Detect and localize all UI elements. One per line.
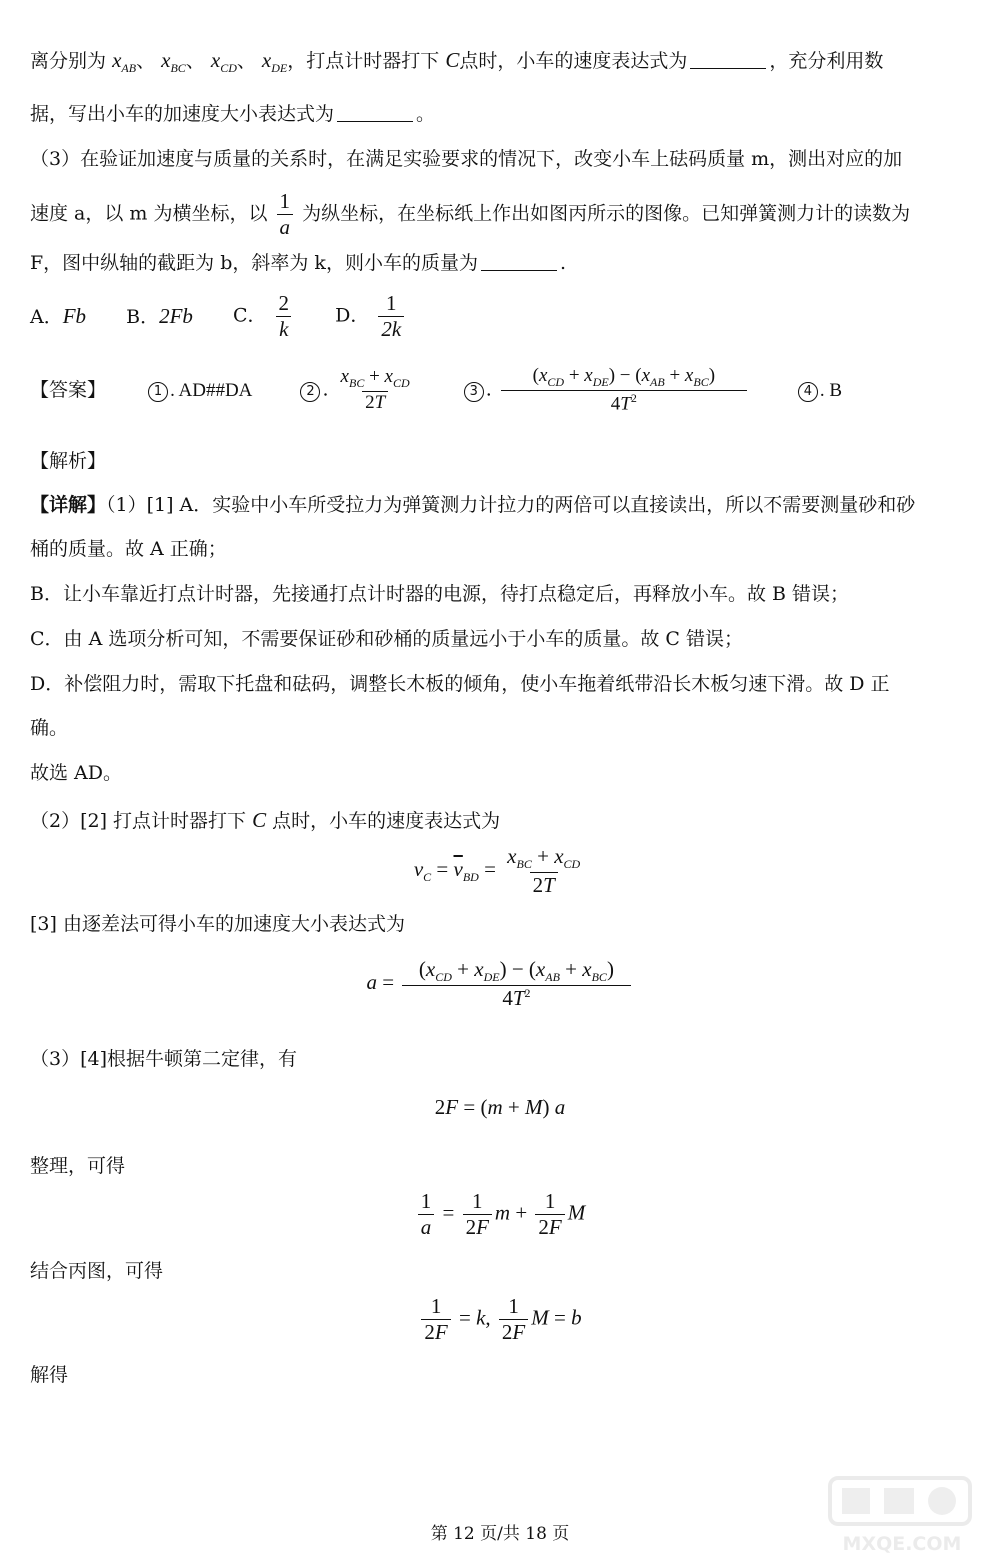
detail-line-3: B．让小车靠近打点计时器，先接通打点计时器的电源，待打点稳定后，再释放小车。故 B 错误； xyxy=(30,583,850,605)
equation-acceleration: a = $\frac{(x_{CD} + x_{DE}) - (x_{AB} + x_{BC})}{4T^2}$ xyxy=(0,958,1000,1010)
math-c: C xyxy=(445,48,460,72)
question-line-1 xyxy=(30,48,970,76)
detail-line-10: （3）[4]根据牛顿第二定律，有 xyxy=(30,1048,298,1070)
text: F，图中纵轴的截距为 b，斜率为 k，则小车的质量为 xyxy=(30,252,478,274)
detail-line-2: 桶的质量。故 A 正确； xyxy=(30,538,227,560)
text: 、 xyxy=(136,50,156,72)
detail-line-5: D．补偿阻力时，需取下托盘和砝码，调整长木板的倾角，使小车拖着纸带沿长木板匀速下滑。故 D 正 xyxy=(30,673,890,695)
watermark-logo xyxy=(822,1474,982,1556)
text: 。 xyxy=(416,103,436,125)
question-line-2 xyxy=(30,103,970,126)
fraction-one-over-a: $\frac{1}{a}$ xyxy=(277,190,294,239)
answer-blank xyxy=(690,68,766,69)
text: 、 xyxy=(236,50,256,72)
detail-line-12: 结合丙图，可得 xyxy=(30,1260,164,1282)
text: 、 xyxy=(185,50,205,72)
circled-number-3: 3 xyxy=(464,382,484,402)
detail-line-8: （2）[2] 打点计时器打下 C 点时，小车的速度表达式为 xyxy=(30,808,501,832)
question-line-3: （3）在验证加速度与质量的关系时，在满足实验要求的情况下，改变小车上砝码质量 m，测出对应的加 xyxy=(30,148,903,170)
text: 为纵坐标，在坐标纸上作出如图丙所示的图像。已知弹簧测力计的读数为 xyxy=(302,202,911,225)
detail-line-9: [3] 由逐差法可得小车的加速度大小表达式为 xyxy=(30,913,405,935)
answer-4: 4 . B xyxy=(798,379,842,403)
option-d: D． $\frac{1}{2k}$ xyxy=(335,292,407,341)
math-x-bc: $x_{BC}$ xyxy=(161,48,186,76)
equation-velocity: $v_C = \overline{v}_{BD}$ = $\frac{x_{BC} + x_{CD}}{2T}$ xyxy=(413,844,581,898)
detail-line-4: C．由 A 选项分析可知，不需要保证砂和砂桶的质量远小于小车的质量。故 C 错误； xyxy=(30,628,743,650)
answer-3: 3 . $\frac{(x_{CD} + x_{DE}) - (x_{AB} + x_{BC})}{4T^2}$ xyxy=(464,366,750,415)
math-x-de: $x_{DE}$ xyxy=(261,48,288,76)
detail-line-11: 整理，可得 xyxy=(30,1155,126,1177)
equation-rearranged: $\frac{1}{a}$ = $\frac{1}{2F}$ m + $\frac{1}{2F}$ M xyxy=(0,1190,1000,1239)
text: . xyxy=(559,252,566,274)
text: 离分别为 xyxy=(30,50,107,72)
option-b: B．2Fb xyxy=(126,304,193,328)
text: ，充分利用数 xyxy=(769,50,884,72)
answer-row xyxy=(30,366,970,415)
text: ，打点计时器打下 xyxy=(287,50,440,72)
text: 点时，小车的速度表达式为 xyxy=(459,50,688,72)
circled-number-1: 1 xyxy=(148,382,168,402)
answer-1: 1 . AD##DA xyxy=(148,379,252,403)
text: 速度 a，以 m 为横坐标，以 xyxy=(30,202,268,225)
question-line-4 xyxy=(30,190,970,239)
math-x-ab: $x_{AB}$ xyxy=(112,48,137,76)
answer-blank xyxy=(337,121,413,122)
equation-slope-intercept: $\frac{1}{2F}$ = k, $\frac{1}{2F}$ M = b xyxy=(0,1295,1000,1344)
watermark-text: MXQE.COM xyxy=(842,1533,962,1555)
question-line-5 xyxy=(30,252,970,275)
answer-2: 2 . $\frac{x_{BC} + x_{CD}}{2T}$ xyxy=(300,367,415,414)
answer-blank xyxy=(481,270,557,271)
options-row xyxy=(30,292,970,341)
analysis-label: 【解析】 xyxy=(30,450,107,472)
text: 据，写出小车的加速度大小表达式为 xyxy=(30,103,335,125)
answer-label: 【答案】 xyxy=(30,379,107,402)
circled-number-2: 2 xyxy=(300,382,320,402)
detail-line-13: 解得 xyxy=(30,1364,69,1386)
detail-line-1: 【详解】（1）[1] A．实验中小车所受拉力为弹簧测力计拉力的两倍可以直接读出，所以不需要测量砂和砂 xyxy=(30,494,916,516)
option-c: C． $\frac{2}{k}$ xyxy=(233,292,295,341)
page-number: 第 12 页/共 18 页 xyxy=(430,1524,570,1544)
option-a: A．Fb xyxy=(30,304,87,328)
detail-line-6: 确。 xyxy=(30,717,69,739)
detail-line-7: 故选 AD。 xyxy=(30,762,122,784)
equation-newton: 2F = (m + M) a xyxy=(434,1095,566,1119)
math-x-cd: $x_{CD}$ xyxy=(210,48,237,76)
circled-number-4: 4 xyxy=(798,382,818,402)
